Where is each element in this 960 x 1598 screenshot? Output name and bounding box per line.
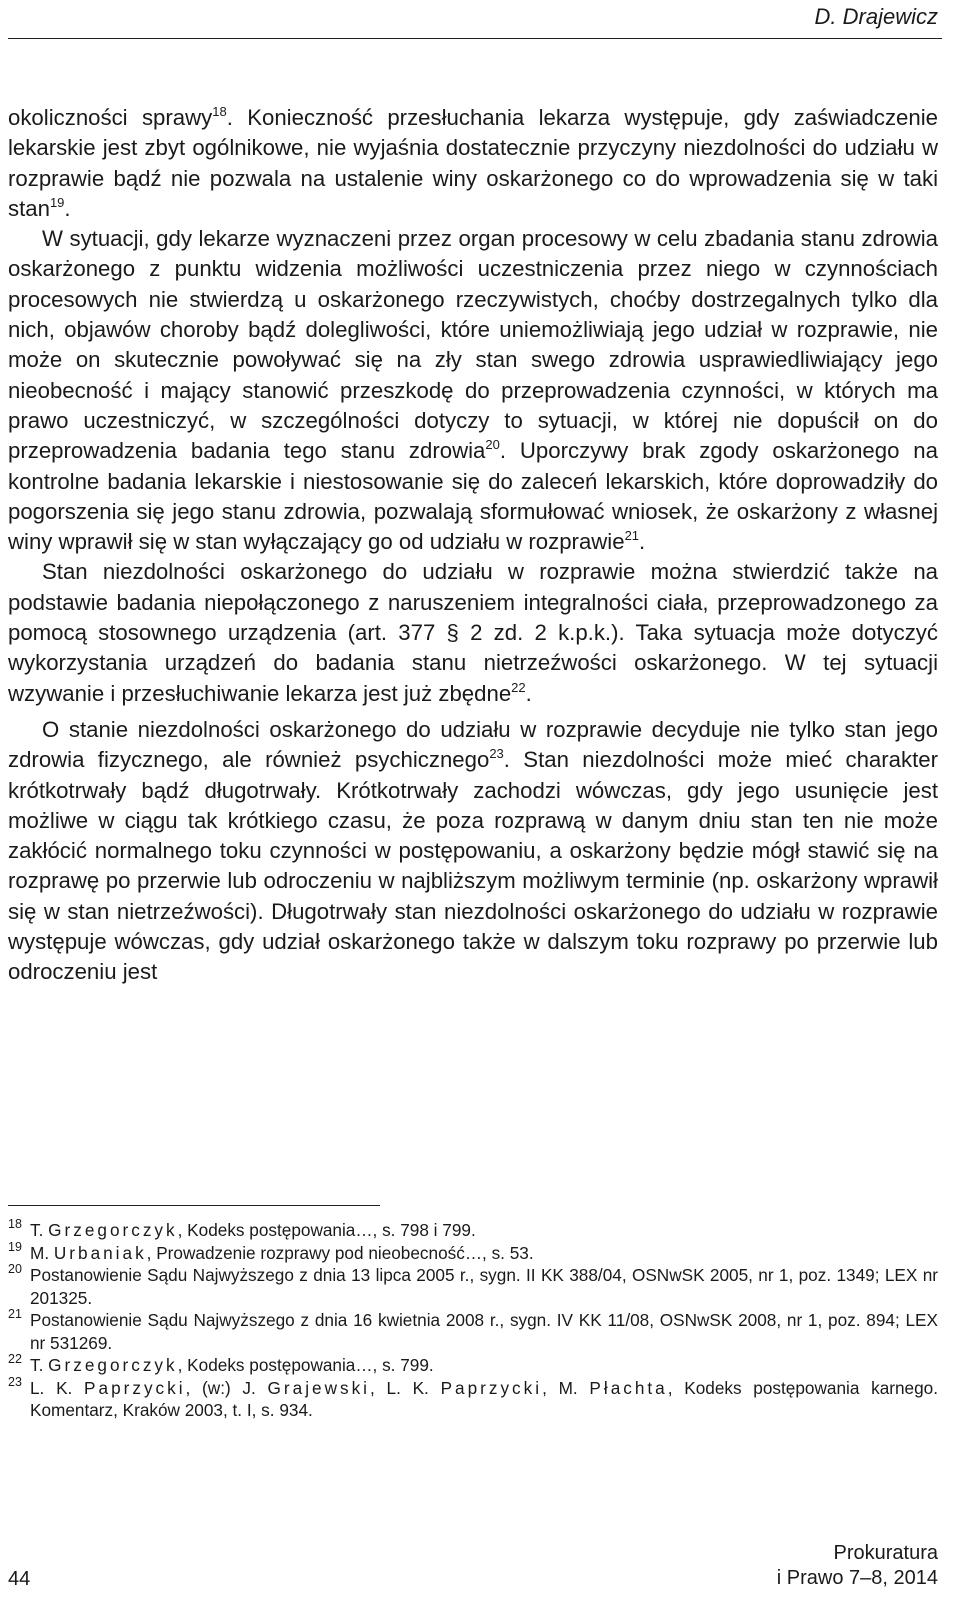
page-header (0, 0, 960, 60)
cited-author: Grzegorczyk (48, 1220, 178, 1240)
running-head-author: D. Drajewicz (814, 4, 938, 29)
footnote-18: 18 T. Grzegorczyk, Kodeks postępowania…, s. 798 i 799. (8, 1219, 938, 1242)
cited-author: Paprzycki (84, 1377, 186, 1398)
footnote-23: 23 L. K. Paprzycki, (w:) J. Grajewski, L. K. Paprzycki, M. Płachta, Kodeks postępowania karnego. Komentarz, Kraków 2003, t. I, s. 934. (8, 1377, 938, 1422)
paragraph-2: W sytuacji, gdy lekarze wyznaczeni przez organ procesowy w celu zbadania stanu zdrowia oskarżonego z punktu widzenia możliwości uczestniczenia przez niego w czynnościach procesowych nie stwierdzą u oskarżonego rzeczywistych, choćby dostrzegalnych tylko dla nich, objawów choroby bądź dolegliwości, które uniemożliwiają jego udział w rozprawie, nie może on skutecznie powoływać się na zły stan swego zdrowia usprawiedliwiający jego nieobecność i mający stanowić przeszkodę do przeprowadzenia czynności, w których ma prawo uczestniczyć, w szczególności dotyczy to sytuacji, w której nie dopuścił on do przeprowadzenia badania tego stanu zdrowia$^{20}$. Uporczywy brak zgody oskarżonego na kontrolne badania lekarskie i niestosowanie się do zaleceń lekarskich, które doprowadziły do pogorszenia się jego stanu zdrowia, pozwalają sformułować wniosek, że oskarżony z własnej winy wprawił się w stan wyłączający go od udziału w rozprawie$^{21}$. (8, 226, 938, 555)
footnotes (8, 1219, 938, 1422)
footnote-number: 19 (8, 1239, 22, 1254)
footnote-number: 18 (8, 1217, 22, 1231)
main-text (8, 103, 938, 988)
cited-author: Urbaniak (53, 1242, 147, 1263)
journal-issue: i Prawo 7–8, 2014 (776, 1567, 938, 1589)
header-rule (8, 38, 942, 39)
cited-author: Grzegorczyk (48, 1355, 178, 1375)
cited-author: Płachta (589, 1377, 668, 1398)
footnote-20: 20 Postanowienie Sądu Najwyższego z dnia 13 lipca 2005 r., sygn. II KK 388/04, OSNwSK 2005, nr 1, poz. 1349; LEX nr 201325. (8, 1264, 938, 1309)
paragraph-4: O stanie niezdolności oskarżonego do udziału w rozprawie decyduje nie tylko stan jego zdrowia fizycznego, ale również psychicznego$^{23}$. Stan niezdolności może mieć charakter krótkotrwały bądź długotrwały. Krótkotrwały zachodzi wówczas, gdy jego usunięcie jest możliwe w ciągu tak krótkiego czasu, że poza rozprawą w danym dniu stan ten nie może zakłócić normalnego toku czynności w postępowaniu, a oskarżony będzie mógł stawić się na rozprawę po przerwie lub odroczeniu w najbliższym możliwym terminie (np. oskarżony wprawił się w stan nietrzeźwości). Długotrwały stan niezdolności oskarżonego do udziału w rozprawie występuje wówczas, gdy udział oskarżonego także w dalszym toku rozprawy po przerwie lub odroczeniu jest (8, 716, 938, 985)
cited-author: Paprzycki (440, 1377, 543, 1398)
footnote-19: 19 M. Urbaniak, Prowadzenie rozprawy pod nieobecność…, s. 53. (8, 1242, 938, 1265)
footnote-ref-18[interactable]: 18 (212, 104, 227, 119)
footnote-number: 22 (8, 1352, 22, 1366)
footnote-ref-21[interactable]: 21 (624, 528, 640, 544)
footnote-number: 20 (8, 1262, 22, 1276)
footnote-22: 22 T. Grzegorczyk, Kodeks postępowania…, s. 799. (8, 1354, 938, 1377)
cited-author: Grajewski (267, 1377, 370, 1398)
footnote-ref-20[interactable]: 20 (485, 437, 500, 453)
footnote-number: 21 (8, 1307, 22, 1321)
footnote-ref-22[interactable]: 22 (511, 679, 526, 695)
footnote-21: 21 Postanowienie Sądu Najwyższego z dnia 16 kwietnia 2008 r., sygn. IV KK 11/08, OSNwSK 2008, nr 1, poz. 894; LEX nr 531269. (8, 1309, 938, 1354)
footnote-number: 23 (8, 1374, 22, 1389)
footnote-ref-23[interactable]: 23 (489, 746, 504, 762)
paragraph-3: Stan niezdolności oskarżonego do udziału w rozprawie można stwierdzić także na podstawie badania niepołączonego z naruszeniem integralności ciała, przeprowadzonego za pomocą stosownego urządzenia (art. 377 § 2 zd. 2 k.p.k.). Taka sytuacja może dotyczyć wykorzystania urządzeń do badania stanu nietrzeźwości oskarżonego. W tej sytuacji wzywanie i przesłuchiwanie lekarza jest już zbędne$^{22}$. (8, 559, 938, 706)
footnote-ref-19[interactable]: 19 (49, 194, 65, 210)
journal-footer (777, 1541, 938, 1591)
page-number: 44 (8, 1568, 31, 1590)
footnote-separator (8, 1205, 380, 1206)
journal-name: Prokuratura (833, 1542, 938, 1564)
paragraph-1: okoliczności sprawy$^{18}$. Konieczność przesłuchania lekarza występuje, gdy zaświadczenie lekarskie jest zbyt ogólnikowe, nie wyjaśnia dostatecznie przyczyny niezdolności do udziału w rozprawie bądź nie pozwala na ustalenie winy oskarżonego co do wprowadzenia się w taki stan$^{19}$. (8, 104, 938, 221)
